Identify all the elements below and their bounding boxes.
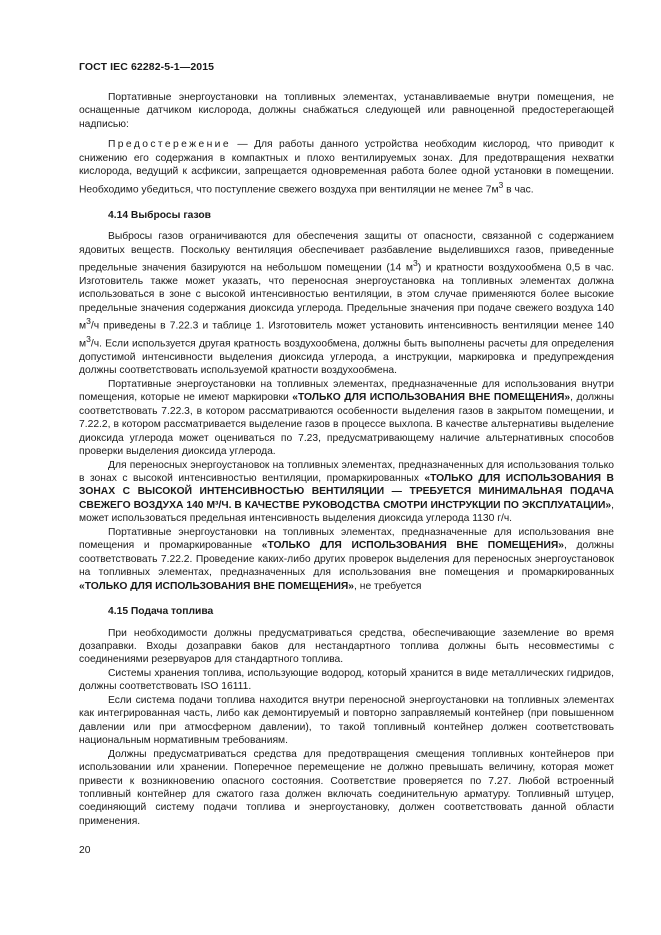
paragraph: Выбросы газов ограничиваются для обеспечения защиты от опасности, связанной с содержанием ядовитых веществ. Поскольку вентиляция обеспечивает разбавление выделившихся газов, приведенные предельные значения базируются на небольшом помещении (14 $м^3$) и кратности воздухообмена 0,5 в час. Изготовитель также может указать, что переносная энергоустановка на топливных элементах должна использоваться в зоне с высокой интенсивностью вентиляции, в этом случае применяются более высокие предельные значения содержания диоксида углерода. Предельные значения при подаче свежего воздуха 140 $м^3/ч$ приведены в 7.22.3 и таблице 1. Изготовитель может установить интенсивность вентиляции менее 140 $м^3/ч$. Если используется другая кратность воздухообмена, должны быть выполнены расчеты для определения допустимой интенсивности выделения диоксида углерода, а инструкции, маркировка и предупреждения должны соответствовать используемой кратности воздухообмена. [79,231,615,377]
paragraph: Должны предусматриваться средства для предотвращения смещения топливных контейнеров при использовании или хранении. Поперечное перемещение не должно превышать величину, которая может привести к возникновению опасного состояния. Соответствие проверяется по 7.27. Любой встроенный топливный контейнер для сжатого газа должен включать соединительную арматуру. Топливный штуцер, соединяющий систему подачи топлива и энергоустановку, должен соответствовать данной области применения. [79,748,614,827]
paragraph: Для переносных энергоустановок на топливных элементах, предназначенных для использования только в зонах с высокой интенсивностью вентиляции, промаркированных «ТОЛЬКО ДЛЯ ИСПОЛЬЗОВАНИЯ В ЗОНАХ С ВЫСОКОЙ ИНТЕНСИВНОСТЬЮ ВЕНТИЛЯЦИИ — ТРЕБУЕТСЯ МИНИМАЛЬНАЯ ПОДАЧА СВЕЖЕГО ВОЗДУХА 140 М³/Ч. В КАЧЕСТВЕ РУКОВОДСТВА СМОТРИ ИНСТРУКЦИИ ПО ЭКСПЛУАТАЦИИ», может использоваться предельная интенсивность выделения диоксида углерода 1130 г/ч. [79,459,614,525]
paragraph: Портативные энергоустановки на топливных элементах, предназначенные для использования внутри помещения, которые не имеют маркировки «ТОЛЬКО ДЛЯ ИСПОЛЬЗОВАНИЯ ВНЕ ПОМЕЩЕНИЯ», должны соответствовать 7.22.3, в котором рассматриваются особенности выделения газов в закрытом помещении, и 7.22.2, в котором рассматривается выделение газов в процессе выхлопа. В качестве альтернативы выделение диоксида углерода может оцениваться по 7.23, предусматривающему наличие альтернативных способов проверки выделения диоксида углерода. [79,378,614,458]
section-heading-4-14: 4.14 Выбросы газов [108,209,211,221]
intro-paragraph: Портативные энергоустановки на топливных элементах, устанавливаемые внутри помещения, не оснащенные датчиком кислорода, должны снабжаться следующей или равноценной предостерегающей надписью: [79,92,614,130]
paragraph: Системы хранения топлива, использующие водород, который хранится в виде металлических гидридов, должны соответствовать ISO 16111. [79,667,614,693]
warning-paragraph: Предостережение — Для работы данного устройства необходим кислород, что приводит к снижению его содержания в компактных и плохо вентилируемых зонах. Для предотвращения нехватки кислорода, ведущий к асфиксии, запрещается одновременная работа более одной установки в помещении. Необходимо убедиться, что поступление свежего воздуха при вентиляции не менее $7м^3$ в час. [79,139,614,196]
section-heading-4-15: 4.15 Подача топлива [108,606,214,618]
paragraph: При необходимости должны предусматриваться средства, обеспечивающие заземление во время дозаправки. Входы дозаправки баков для нестандартного топлива должны быть несовместимы с соединениями резервуаров для стандартного топлива. [79,627,614,666]
page-number: 20 [79,845,91,856]
document-body [79,91,614,828]
paragraph: Портативные энергоустановки на топливных элементах, предназначенные для использования вне помещения и промаркированные «ТОЛЬКО ДЛЯ ИСПОЛЬЗОВАНИЯ ВНЕ ПОМЕЩЕНИЯ», должны соответствовать 7.22.2. Проведение каких-либо других проверок выделения для переносных энергоустановок на топливных элементах, предназначенных для использования вне помещения и промаркированных «ТОЛЬКО ДЛЯ ИСПОЛЬЗОВАНИЯ ВНЕ ПОМЕЩЕНИЯ», не требуется [79,526,614,592]
paragraph: Если система подачи топлива находится внутри переносной энергоустановки на топливных элементах как интегрированная часть, либо как демонтируемый и повторно заправляемый контейнер (при повышенном давлении или при атмосферном давлении), то такой топливный контейнер должен соответствовать национальным нормативным требованиям. [79,694,614,747]
warning-label: Предостережение [108,139,231,151]
document-header: ГОСТ IEC 62282-5-1—2015 [79,61,215,73]
